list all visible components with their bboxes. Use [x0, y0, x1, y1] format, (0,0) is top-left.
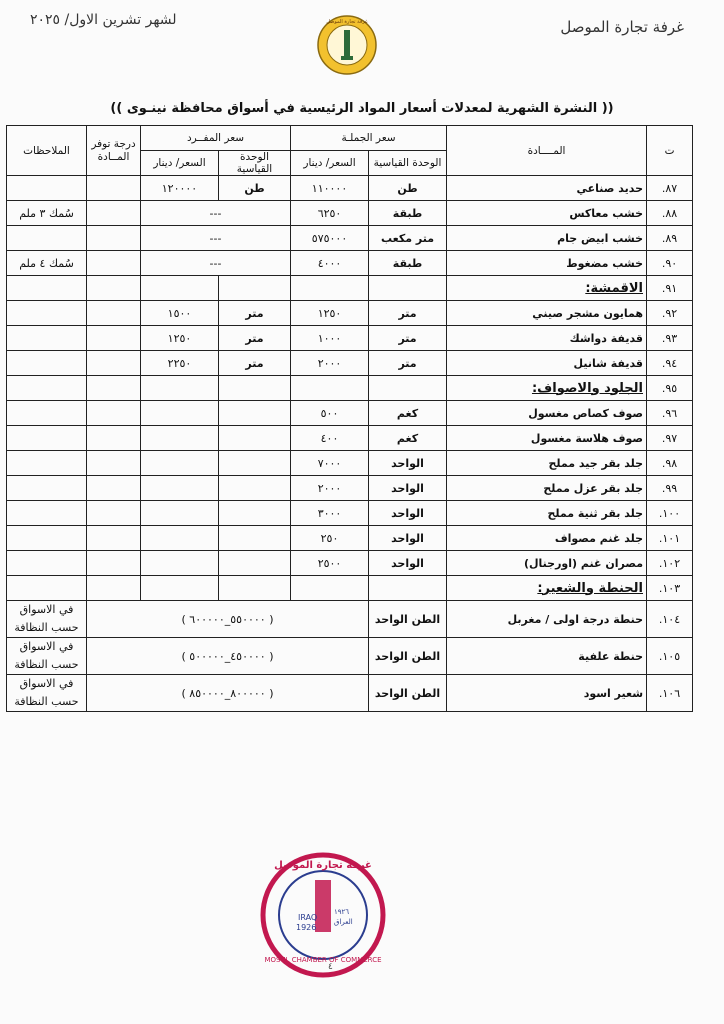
table-row: [7, 351, 693, 376]
svg-text:1926: 1926: [296, 923, 317, 932]
material-name: صوف كصاص مغسول: [447, 401, 647, 426]
material-name: جلد بقر جيد مملح: [447, 451, 647, 476]
notes-cell: [7, 301, 87, 326]
empty-cell: [87, 576, 141, 601]
svg-text:غرفة تجارة الموصل: غرفة تجارة الموصل: [274, 860, 372, 871]
availability-cell: [87, 551, 141, 576]
table-row: [7, 601, 693, 638]
section-label: الجلود والاصواف:: [531, 380, 644, 396]
retail-price: [141, 526, 219, 551]
wholesale-unit: الواحد: [369, 501, 447, 526]
material-name: قديفة دواشك: [447, 326, 647, 351]
wholesale-price: ٥٠٠: [291, 401, 369, 426]
availability-cell: [87, 501, 141, 526]
row-number: ١٠٥.: [647, 638, 693, 675]
notes-cell: [7, 401, 87, 426]
availability-cell: [87, 226, 141, 251]
material-name: حديد صناعي: [447, 176, 647, 201]
col-retail-unit: الوحدة القياسية: [219, 151, 291, 176]
retail-price: ٢٢٥٠: [141, 351, 219, 376]
row-number: ٩٩.: [647, 476, 693, 501]
empty-cell: [219, 376, 291, 401]
availability-cell: [87, 426, 141, 451]
wholesale-unit: متر: [369, 351, 447, 376]
availability-cell: [87, 351, 141, 376]
retail-unit: متر: [219, 326, 291, 351]
notes-cell: [7, 351, 87, 376]
row-number: ٩٧.: [647, 426, 693, 451]
empty-cell: [369, 576, 447, 601]
svg-text:العراق: العراق: [334, 918, 353, 926]
svg-text:IRAQ: IRAQ: [298, 913, 318, 922]
wholesale-price: ٤٠٠٠: [291, 251, 369, 276]
col-notes-header: الملاحظات: [7, 126, 87, 176]
material-name: جلد بقر ثنية مملح: [447, 501, 647, 526]
row-number: ٨٩.: [647, 226, 693, 251]
material-name: خشب مضغوط: [447, 251, 647, 276]
retail-unit: متر: [219, 351, 291, 376]
row-number: ٩٢.: [647, 301, 693, 326]
table-row: [7, 501, 693, 526]
retail-price: [141, 451, 219, 476]
wholesale-unit: متر: [369, 326, 447, 351]
wholesale-price: ٢٥٠٠: [291, 551, 369, 576]
availability-cell: [87, 301, 141, 326]
retail-unit: [219, 451, 291, 476]
row-number: ١٠٠.: [647, 501, 693, 526]
empty-cell: [7, 276, 87, 301]
retail-unit: [219, 401, 291, 426]
row-number: ١٠٢.: [647, 551, 693, 576]
wholesale-unit: الواحد: [369, 526, 447, 551]
row-number: ٩٠.: [647, 251, 693, 276]
availability-cell: [87, 401, 141, 426]
org-name: غرفة تجارة الموصل: [560, 18, 684, 36]
table-row: [7, 201, 693, 226]
material-name: همايون مشجر صيني: [447, 301, 647, 326]
availability-cell: [87, 451, 141, 476]
section-heading: [447, 376, 647, 401]
col-wholesale-unit: الوحدة القياسية: [369, 151, 447, 176]
notes-cell: في الاسواق حسب النظافة: [7, 675, 87, 712]
material-name: جلد غنم مصواف: [447, 526, 647, 551]
retail-price: ١٢٥٠: [141, 326, 219, 351]
wholesale-unit: كغم: [369, 426, 447, 451]
empty-cell: [219, 576, 291, 601]
wholesale-price: ١٠٠٠: [291, 326, 369, 351]
empty-cell: [291, 376, 369, 401]
retail-price: [141, 551, 219, 576]
table-row: [7, 176, 693, 201]
notes-cell: [7, 426, 87, 451]
row-number: ٩١.: [647, 276, 693, 301]
retail-price: ١٢٠٠٠٠: [141, 176, 219, 201]
notes-cell: [7, 551, 87, 576]
report-period: لشهر تشرين الاول/ ٢٠٢٥: [30, 12, 177, 28]
table-row: [7, 226, 693, 251]
table-row: [7, 426, 693, 451]
section-label: الاقمشة:: [585, 280, 644, 296]
svg-text:MOSUL CHAMBER OF COMMERCE: MOSUL CHAMBER OF COMMERCE: [264, 956, 382, 964]
notes-cell: [7, 326, 87, 351]
table-row: [7, 638, 693, 675]
notes-cell: [7, 226, 87, 251]
notes-cell: [7, 526, 87, 551]
chamber-logo-icon: [316, 14, 378, 76]
table-row: [7, 276, 693, 301]
bulletin-title: (( النشرة الشهرية لمعدلات أسعار المواد الرئيسية في أسواق محافظة نينـوى )): [110, 101, 614, 116]
col-availability-header: درجة توفر المــادة: [87, 126, 141, 176]
table-row: [7, 376, 693, 401]
wholesale-unit: الواحد: [369, 551, 447, 576]
wholesale-price: ٢٠٠٠: [291, 351, 369, 376]
retail-price: [141, 401, 219, 426]
material-name: خشب معاكس: [447, 201, 647, 226]
table-row: [7, 401, 693, 426]
notes-cell: سُمك ٣ ملم: [7, 201, 87, 226]
svg-text:غرفة تجارة الموصل: غرفة تجارة الموصل: [326, 19, 368, 25]
retail-unit: متر: [219, 301, 291, 326]
svg-text:١٩٢٦: ١٩٢٦: [334, 908, 350, 916]
retail-not-available: ---: [141, 226, 291, 251]
col-retail-group: سعر المفــرد: [141, 126, 291, 151]
row-number: ٩٥.: [647, 376, 693, 401]
wholesale-unit: متر مكعب: [369, 226, 447, 251]
material-name: شعير اسود: [447, 675, 647, 712]
section-heading: [447, 576, 647, 601]
row-number: ٨٨.: [647, 201, 693, 226]
price-range: ( ٥٥٠٠٠٠_٦٠٠٠٠٠ ): [87, 601, 369, 638]
row-number: ١٠٤.: [647, 601, 693, 638]
retail-price: [141, 501, 219, 526]
table-row: [7, 326, 693, 351]
price-range: ( ٨٠٠٠٠٠_٨٥٠٠٠٠ ): [87, 675, 369, 712]
wholesale-unit: الواحد: [369, 451, 447, 476]
table-row: [7, 301, 693, 326]
availability-cell: [87, 201, 141, 226]
row-number: ١٠٦.: [647, 675, 693, 712]
material-name: مصران غنم (اورجنال): [447, 551, 647, 576]
notes-cell: سُمك ٤ ملم: [7, 251, 87, 276]
material-name: خشب ابيض جام: [447, 226, 647, 251]
wholesale-unit: طن: [369, 176, 447, 201]
empty-cell: [87, 276, 141, 301]
notes-cell: [7, 476, 87, 501]
section-heading: [447, 276, 647, 301]
notes-cell: [7, 176, 87, 201]
table-row: [7, 251, 693, 276]
price-table: [6, 125, 693, 712]
row-number: ١٠٣.: [647, 576, 693, 601]
retail-price: [141, 426, 219, 451]
empty-cell: [141, 376, 219, 401]
wholesale-price: ٤٠٠: [291, 426, 369, 451]
wholesale-unit: متر: [369, 301, 447, 326]
notes-cell: في الاسواق حسب النظافة: [7, 638, 87, 675]
row-number: ٩٦.: [647, 401, 693, 426]
wholesale-price: ٥٧٥٠٠٠: [291, 226, 369, 251]
col-num-header: ت: [647, 126, 693, 176]
retail-unit: [219, 551, 291, 576]
wholesale-unit: الطن الواحد: [369, 675, 447, 712]
wholesale-unit: الواحد: [369, 476, 447, 501]
col-wholesale-price: السعر/ دينار: [291, 151, 369, 176]
page-mark: ٤: [328, 962, 333, 972]
row-number: ٩٣.: [647, 326, 693, 351]
retail-unit: طن: [219, 176, 291, 201]
table-row: [7, 551, 693, 576]
wholesale-price: ٧٠٠٠: [291, 451, 369, 476]
retail-not-available: ---: [141, 251, 291, 276]
empty-cell: [141, 276, 219, 301]
price-range: ( ٤٥٠٠٠٠_٥٠٠٠٠٠ ): [87, 638, 369, 675]
table-row: [7, 451, 693, 476]
availability-cell: [87, 251, 141, 276]
col-wholesale-group: سعر الجملـة: [291, 126, 447, 151]
row-number: ١٠١.: [647, 526, 693, 551]
material-name: جلد بقر عزل مملح: [447, 476, 647, 501]
empty-cell: [291, 276, 369, 301]
notes-cell: [7, 501, 87, 526]
col-retail-price: السعر/ دينار: [141, 151, 219, 176]
retail-not-available: ---: [141, 201, 291, 226]
wholesale-unit: طبقة: [369, 201, 447, 226]
wholesale-price: ٦٢٥٠: [291, 201, 369, 226]
empty-cell: [369, 376, 447, 401]
chamber-seal-stamp: [258, 850, 388, 980]
empty-cell: [291, 576, 369, 601]
empty-cell: [369, 276, 447, 301]
material-name: حنطة علفية: [447, 638, 647, 675]
retail-unit: [219, 501, 291, 526]
material-name: قديفة شانيل: [447, 351, 647, 376]
row-number: ٩٤.: [647, 351, 693, 376]
retail-unit: [219, 476, 291, 501]
row-number: ٩٨.: [647, 451, 693, 476]
wholesale-unit: طبقة: [369, 251, 447, 276]
table-row: [7, 675, 693, 712]
wholesale-price: ٢٥٠: [291, 526, 369, 551]
wholesale-price: ٢٠٠٠: [291, 476, 369, 501]
retail-unit: [219, 426, 291, 451]
wholesale-price: ١٢٥٠: [291, 301, 369, 326]
table-row: [7, 476, 693, 501]
wholesale-price: ١١٠٠٠٠: [291, 176, 369, 201]
row-number: ٨٧.: [647, 176, 693, 201]
retail-unit: [219, 526, 291, 551]
table-row: [7, 526, 693, 551]
empty-cell: [7, 376, 87, 401]
section-label: الحنطة والشعير:: [537, 580, 644, 596]
wholesale-unit: كغم: [369, 401, 447, 426]
availability-cell: [87, 526, 141, 551]
empty-cell: [7, 576, 87, 601]
empty-cell: [141, 576, 219, 601]
retail-price: ١٥٠٠: [141, 301, 219, 326]
availability-cell: [87, 176, 141, 201]
wholesale-unit: الطن الواحد: [369, 601, 447, 638]
notes-cell: في الاسواق حسب النظافة: [7, 601, 87, 638]
material-name: صوف هلاسة مغسول: [447, 426, 647, 451]
availability-cell: [87, 326, 141, 351]
wholesale-unit: الطن الواحد: [369, 638, 447, 675]
table-row: [7, 576, 693, 601]
col-material-header: المــــادة: [447, 126, 647, 176]
availability-cell: [87, 476, 141, 501]
notes-cell: [7, 451, 87, 476]
wholesale-price: ٣٠٠٠: [291, 501, 369, 526]
empty-cell: [87, 376, 141, 401]
empty-cell: [219, 276, 291, 301]
material-name: حنطة درجة اولى / مغربل: [447, 601, 647, 638]
retail-price: [141, 476, 219, 501]
